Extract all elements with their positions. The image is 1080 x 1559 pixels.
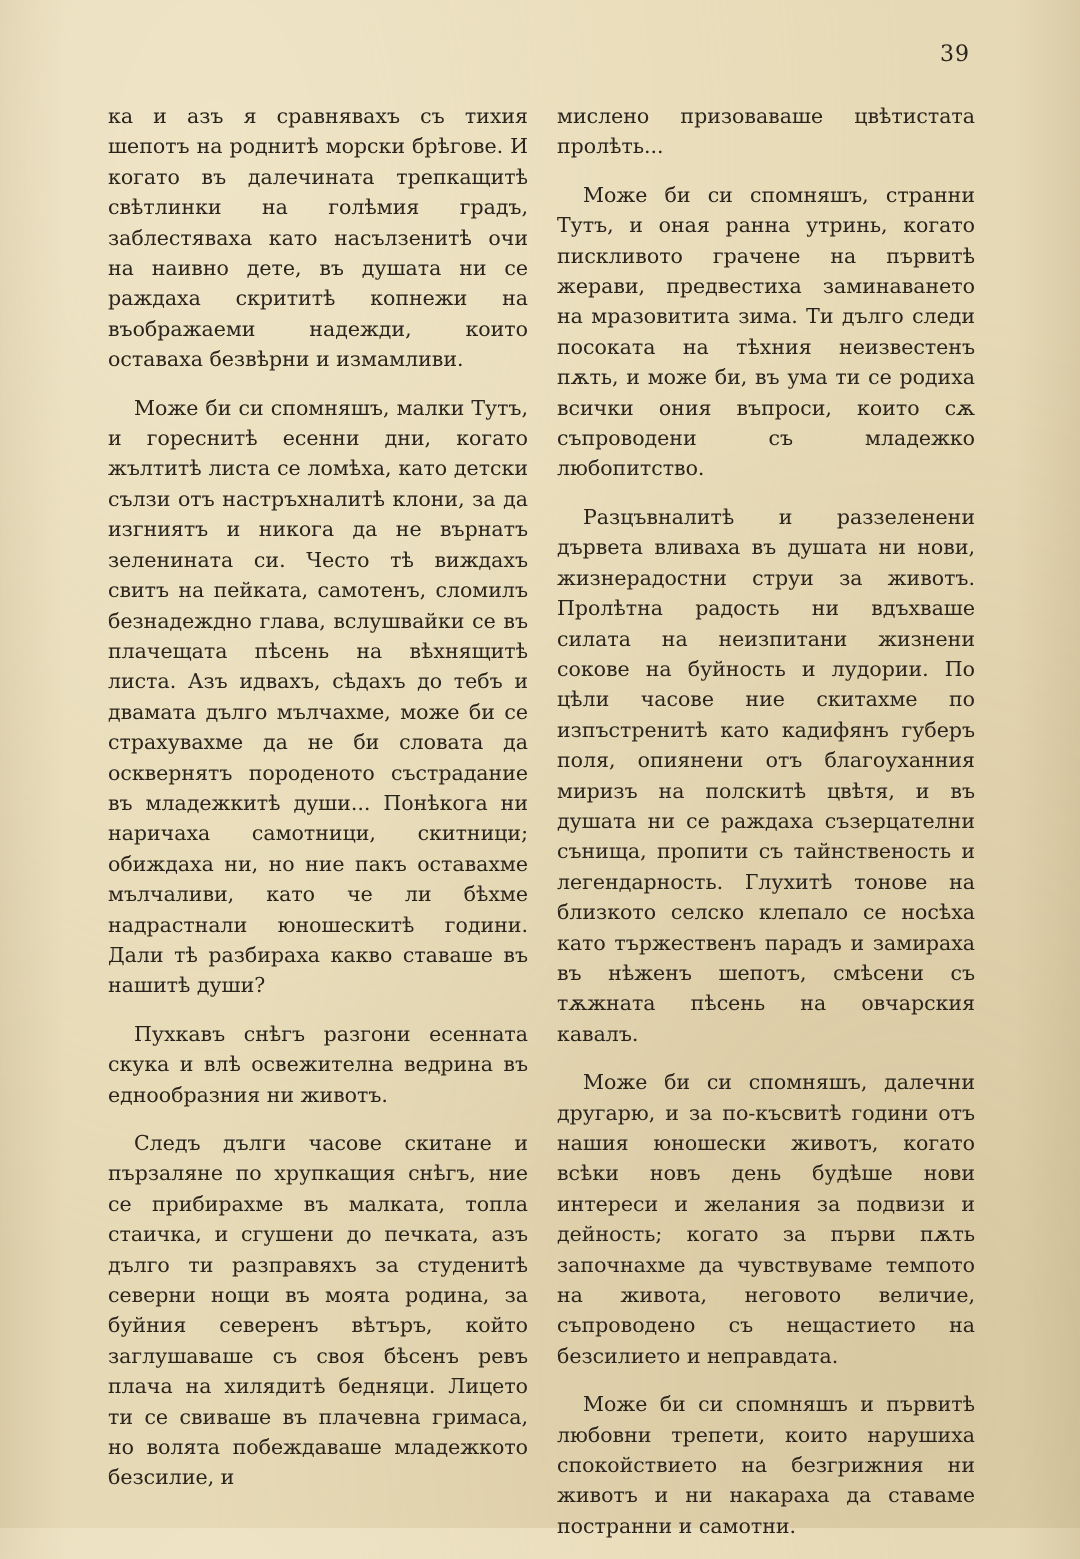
paragraph: ка и азъ я сравнявахъ съ тихия шепотъ на роднитѣ морски брѣгове. И когато въ далечината трепкащитѣ свѣтлинки на голѣмия градъ, заблестяваха като насълзенитѣ очи на наивно дете, въ душата ни се раждаха скрититѣ копнежи на въображаеми надежди, които оставаха безвѣрни и измамливи. <box>108 104 528 372</box>
paragraph: Следъ дълги часове скитане и пързаляне по хрупкащия снѣгъ, ние се прибирахме въ малката, топла стаичка, и сгушени до печката, азъ дълго ти разправяхъ за студенитѣ северни нощи въ моята родина, за буйния северенъ вѣтъръ, който заглушаваше съ своя бѣсенъ ревъ плача на хилядитѣ бедняци. Лицето ти се свиваше въ плачевна гримаса, но волята побеждаваше младежкото безсилие, и <box>108 1131 528 1490</box>
left-column <box>108 101 528 1511</box>
paragraph: Може би си спомняшъ, далечни другарю, и за по-късвитѣ години отъ нашия юношески животъ, когато всѣки новъ день будѣше нови интереси и желания за подвизи и дейность; когато за първи пѫть започнахме да чувствуваме темпото на живота, неговото величие, съпроводено съ нещастието на безсилието и неправдата. <box>557 1070 975 1368</box>
paragraph: Може би си спомняшъ, малки Тутъ, и гореснитѣ есенни дни, когато жълтитѣ листа се ломѣха, като детски сълзи отъ настръхналитѣ клони, за да изгниятъ и никога да не върнатъ зеленината си. Често тѣ виждахъ свитъ на пейката, самотенъ, сломилъ безнадеждно глава, вслушвайки се въ плачещата пѣсень на вѣхнящитѣ листа. Азъ идвахъ, сѣдахъ до тебъ и двамата дълго мълчахме, може би се страхувахме да не би словата да осквернятъ породеното състрадание въ младежкитѣ души... Понѣкога ни наричаха самотници, скитници; обиждаха ни, но ние пакъ оставахме мълчаливи, като че ли бѣхме надрастнали юношескитѣ години. Дали тѣ разбираха какво ставаше въ нашитѣ души? <box>108 395 528 998</box>
paragraph: мислено призоваваше цвѣтистата пролѣть... <box>557 104 975 159</box>
page-number: 39 <box>940 42 970 67</box>
right-column <box>557 101 975 1559</box>
paragraph: Може би си спомняшъ и първитѣ любовни трепети, които нарушиха спокойствието на безгрижния ни животъ и ни накараха да ставаме постранни и самотни. <box>557 1392 975 1538</box>
paragraph: Пухкавъ снѣгъ разгони есенната скука и влѣ освежителна ведрина въ еднообразния ни животъ. <box>108 1021 528 1107</box>
paragraph: Разцъвналитѣ и раззеленени дървета вливаха въ душата ни нови, жизнерадостни струи за животъ. Пролѣтна радость ни вдъхваше силата на неизпитани жизнени сокове на буйность и лудории. По цѣли часове ние скитахме по изпъстренитѣ като кадифянъ губеръ поля, опиянени отъ благоуханния миризъ на полскитѣ цвѣтя, и въ душата ни се раждаха съзерцателни сънища, пропити съ тайнственость и легендарность. Глухитѣ тонове на близкото селско клепало се носѣха като тържественъ парадъ и замираха въ нѣженъ шепотъ, смѣсени съ тѫжната пѣсень на овчарския кавалъ. <box>557 504 975 1046</box>
paragraph: Може би си спомняшъ, странни Тутъ, и оная ранна утринь, когато пискливото грачене на първитѣ жерави, предвестиха заминаването на мразовитита зима. Ти дълго следи посоката на тѣхния неизвестенъ пѫть, и може би, въ ума ти се родиха всички ония въпроси, които сѫ съпроводени съ младежко любопитство. <box>557 182 975 481</box>
